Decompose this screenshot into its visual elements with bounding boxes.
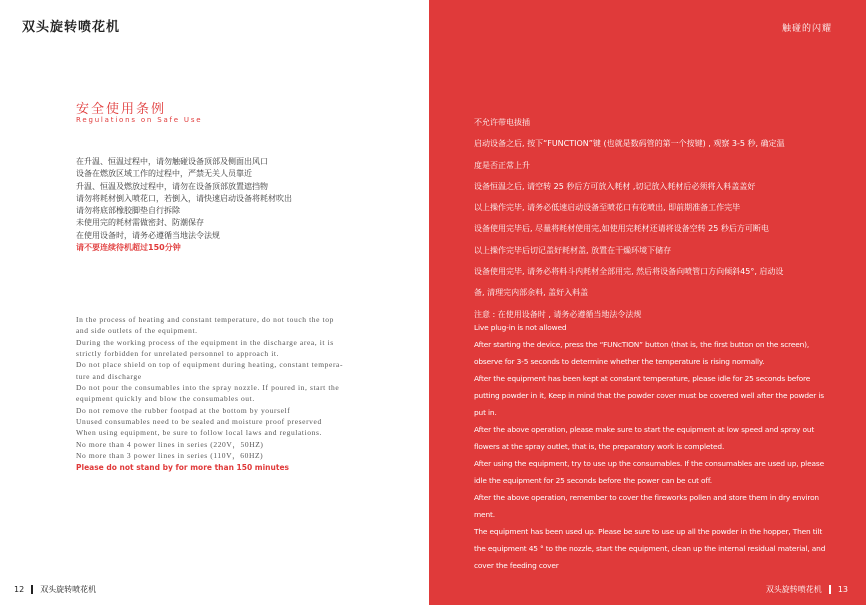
divider-bar — [829, 585, 831, 594]
step-line-cn: 注意 : 在使用设备时 , 请务必遵循当地法令法规 — [474, 309, 642, 319]
en-rule-line: When using equipment, be sure to follow local laws and regulations. — [76, 428, 322, 438]
step-line-en: ment. — [474, 510, 495, 519]
en-rule-line: and side outlets of the equipment. — [76, 326, 198, 336]
cn-rule-item: 未使用完的耗材需做密封、防潮保存 — [76, 218, 204, 228]
left-page — [0, 0, 429, 605]
step-line-en: After the above operation, remember to cover the fireworks pollen and store them in dry environ — [474, 493, 819, 502]
step-line-en: idle the equipment for 25 seconds before the power can be cut off. — [474, 476, 712, 485]
cn-rule-item: 设备在燃放区域工作的过程中，严禁无关人员靠近 — [76, 169, 252, 179]
cn-rule-item: 升温、恒温及燃放过程中，请勿在设备顶部放置遮挡物 — [76, 181, 268, 191]
step-line-en: After using the equipment, try to use up the consumables. If the consumables are used up, please — [474, 459, 824, 468]
step-line-en: cover the feeding cover — [474, 561, 559, 570]
en-rule-line: No more than 3 power lines in series (110V，60HZ) — [76, 451, 264, 461]
step-line-en: flowers at the spray outlet, that is, the preparatory work is completed. — [474, 442, 725, 451]
en-rule-line: Do not remove the rubber footpad at the bottom by yourself — [76, 405, 291, 415]
en-rule-line: ture and discharge — [76, 371, 142, 381]
cn-warning: 请不要连续待机超过150分钟 — [76, 243, 181, 253]
en-rule-line: equipment quickly and blow the consumables out. — [76, 394, 255, 404]
step-line-en: observe for 3-5 seconds to determine whether the temperature is rising normally. — [474, 357, 765, 366]
step-line-cn: 备, 清理完内部余料, 盖好入料盖 — [474, 288, 589, 298]
step-line-cn: 启动设备之后, 按下“FUNCTION”键 (也就是数码管的第一个按键) , 观察 3-5 秒, 确定温 — [474, 139, 785, 149]
page-number-right: 13 — [837, 585, 848, 594]
en-rule-line: Do not pour the consumables into the spray nozzle. If poured in, start the — [76, 383, 340, 393]
divider-bar — [31, 585, 33, 594]
step-line-cn: 度是否正常上升 — [474, 160, 530, 170]
step-line-en: putting powder in it, Keep in mind that the powder cover must be covered well after the powder is — [474, 391, 824, 400]
step-line-cn: 以上操作完毕后切记盖好耗材盖, 放置在干燥环境下储存 — [474, 245, 672, 255]
cn-rule-item: 请勿将耗材倒入喷花口，若倒入，请快速启动设备将耗材吹出 — [76, 193, 292, 203]
step-line-en: put in. — [474, 408, 497, 417]
step-line-en: the equipment 45 ° to the nozzle, start the equipment, clean up the internal residual material, and — [474, 544, 826, 553]
step-line-en: After the equipment has been kept at constant temperature, please idle for 25 seconds before — [474, 374, 811, 383]
step-line-cn: 不允许带电拔插 — [474, 118, 530, 127]
page-number-left: 12 — [14, 585, 25, 594]
en-rule-line: No more than 4 power lines in series (220V，50HZ) — [76, 439, 264, 449]
brand-title: 双头旋转喷花机 — [22, 20, 121, 35]
step-line-cn: 设备恒温之后, 请空转 25 秒后方可放入耗材 ,切记放入耗材后必须将入料盖盖好 — [474, 181, 756, 191]
operation-steps-en — [474, 319, 846, 574]
en-rule-line: In the process of heating and constant temperature, do not touch the top — [76, 315, 334, 324]
cn-rule-item: 在使用设备时，请务必遵循当地法令法规 — [76, 230, 220, 240]
step-line-en: After starting the device, press the “FUNcTION” button (that is, the first button on the screen), — [474, 340, 810, 349]
en-rule-line: During the working process of the equipment in the discharge area, it is — [76, 337, 334, 347]
en-warning: Please do not stand by for more than 150 minutes — [76, 463, 289, 473]
step-line-cn: 设备使用完毕, 请务必将料斗内耗材全部用完, 然后将设备向喷管口方向倾斜45°, 启动设 — [474, 267, 784, 277]
en-rules-list — [76, 314, 354, 474]
cn-rules-list — [76, 156, 416, 254]
en-rule-line: Do not place shield on top of equipment during heating, constant tempera- — [76, 360, 344, 370]
section-title-en: Regulations on Safe Use — [76, 116, 203, 124]
step-line-en: Live plug-in is not allowed — [474, 323, 567, 332]
footer-title-left: 双头旋转喷花机 — [40, 585, 97, 594]
tagline: 触碰的闪耀 — [781, 24, 832, 34]
footer-left — [14, 584, 96, 595]
footer-right — [766, 584, 848, 595]
operation-steps-cn — [474, 112, 846, 325]
cn-rule-item: 请勿将底部橡胶脚垫自行拆除 — [76, 206, 180, 216]
section-title-cn: 安全使用条例 — [76, 102, 167, 117]
step-line-en: The equipment has been used up. Please be sure to use up all the powder in the hopper, Then tilt — [474, 527, 823, 536]
en-rule-line: strictly forbidden for unrelated personnel to approach it. — [76, 349, 280, 359]
footer-title-right: 双头旋转喷花机 — [765, 585, 822, 594]
cn-rule-item: 在升温、恒温过程中，请勿触碰设备顶部及侧面出风口 — [76, 157, 268, 166]
step-line-cn: 设备使用完毕后, 尽量将耗材使用完,如使用完耗材还请将设备空转 25 秒后方可断电 — [474, 224, 769, 234]
step-line-en: After the above operation, please make sure to start the equipment at low speed and spray out — [474, 425, 815, 434]
step-line-cn: 以上操作完毕, 请务必低速启动设备至喷花口有花喷出, 即前期准备工作完毕 — [474, 203, 741, 213]
en-rule-line: Unused consumables need to be sealed and moisture proof preserved — [76, 417, 322, 427]
